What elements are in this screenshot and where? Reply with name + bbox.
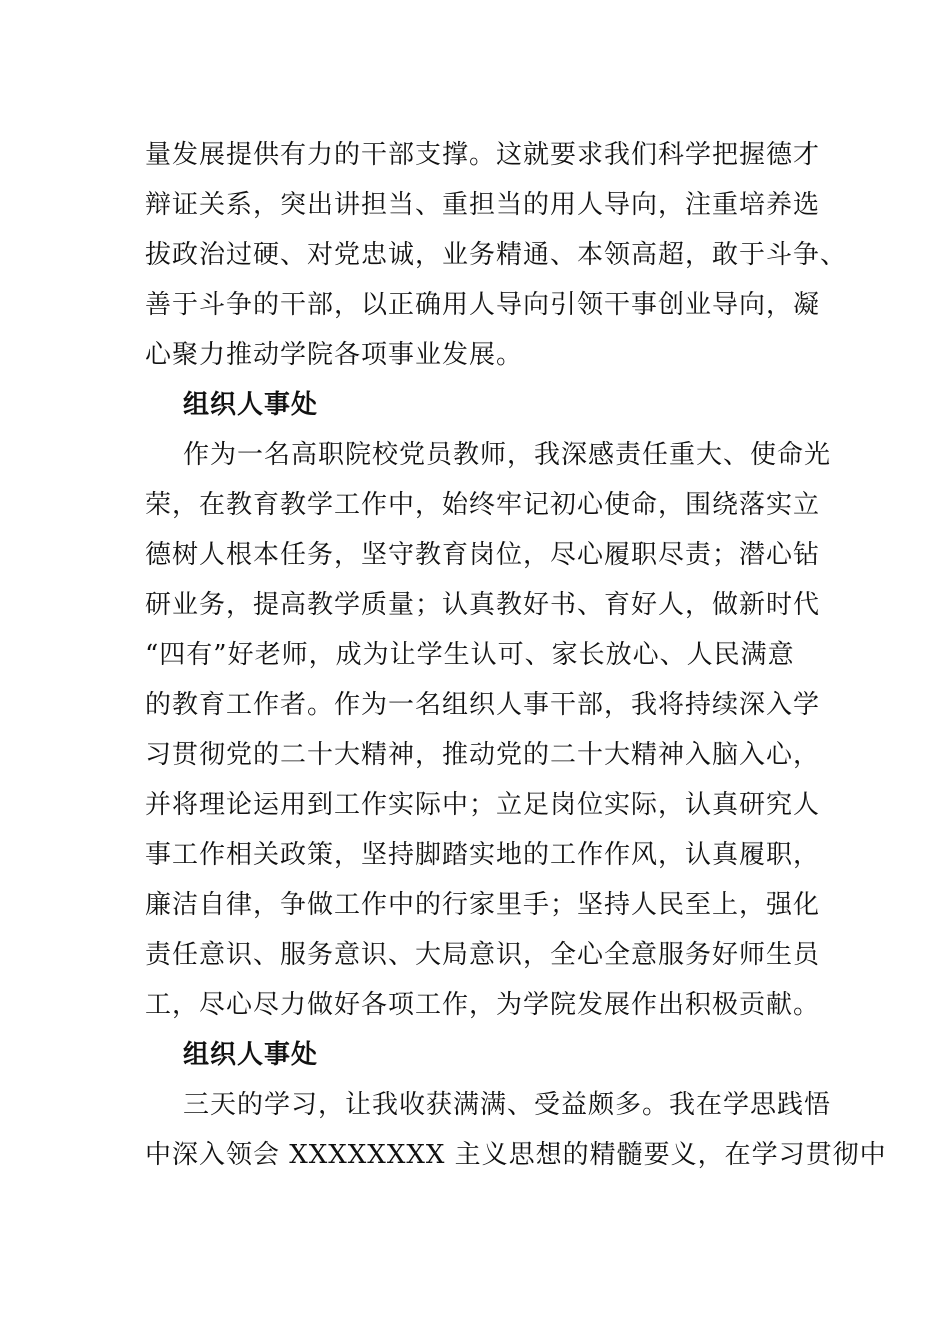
paragraph-line: 善于斗争的干部，以正确用人导向引领干事创业导向，凝 <box>145 290 821 320</box>
section-heading: 组织人事处 <box>183 1040 319 1070</box>
paragraph-line: 习贯彻党的二十大精神，推动党的二十大精神入脑入心， <box>145 740 821 770</box>
paragraph-line: 并将理论运用到工作实际中；立足岗位实际，认真研究人 <box>145 790 821 820</box>
paragraph-line: 心聚力推动学院各项事业发展。 <box>145 340 524 370</box>
paragraph-line: 工，尽心尽力做好各项工作，为学院发展作出积极贡献。 <box>145 990 821 1020</box>
paragraph-line: 三天的学习，让我收获满满、受益颇多。我在学思践悟 <box>183 1090 832 1120</box>
paragraph-line: “四有”好老师，成为让学生认可、家长放心、人民满意 <box>145 640 795 670</box>
paragraph-line: 责任意识、服务意识、大局意识，全心全意服务好师生员 <box>145 940 821 970</box>
section-heading: 组织人事处 <box>183 390 319 420</box>
paragraph-line: 拔政治过硬、对党忠诚，业务精通、本领高超，敢于斗争、 <box>145 240 848 270</box>
paragraph-line: 荣，在教育教学工作中，始终牢记初心使命，围绕落实立 <box>145 490 821 520</box>
paragraph-line: 研业务，提高教学质量；认真教好书、育好人，做新时代 <box>145 590 821 620</box>
paragraph-line: 作为一名高职院校党员教师，我深感责任重大、使命光 <box>183 440 832 470</box>
paragraph-line: 德树人根本任务，坚守教育岗位，尽心履职尽责；潜心钻 <box>145 540 821 570</box>
paragraph-line: 的教育工作者。作为一名组织人事干部，我将持续深入学 <box>145 690 821 720</box>
paragraph-line: 辩证关系，突出讲担当、重担当的用人导向，注重培养选 <box>145 190 821 220</box>
paragraph-line: 廉洁自律，争做工作中的行家里手；坚持人民至上，强化 <box>145 890 821 920</box>
paragraph-line: 中深入领会 XXXXXXXX 主义思想的精髓要义，在学习贯彻中 <box>145 1140 887 1170</box>
paragraph-line: 量发展提供有力的干部支撑。这就要求我们科学把握德才 <box>145 140 821 170</box>
paragraph-line: 事工作相关政策，坚持脚踏实地的工作作风，认真履职， <box>145 840 821 870</box>
